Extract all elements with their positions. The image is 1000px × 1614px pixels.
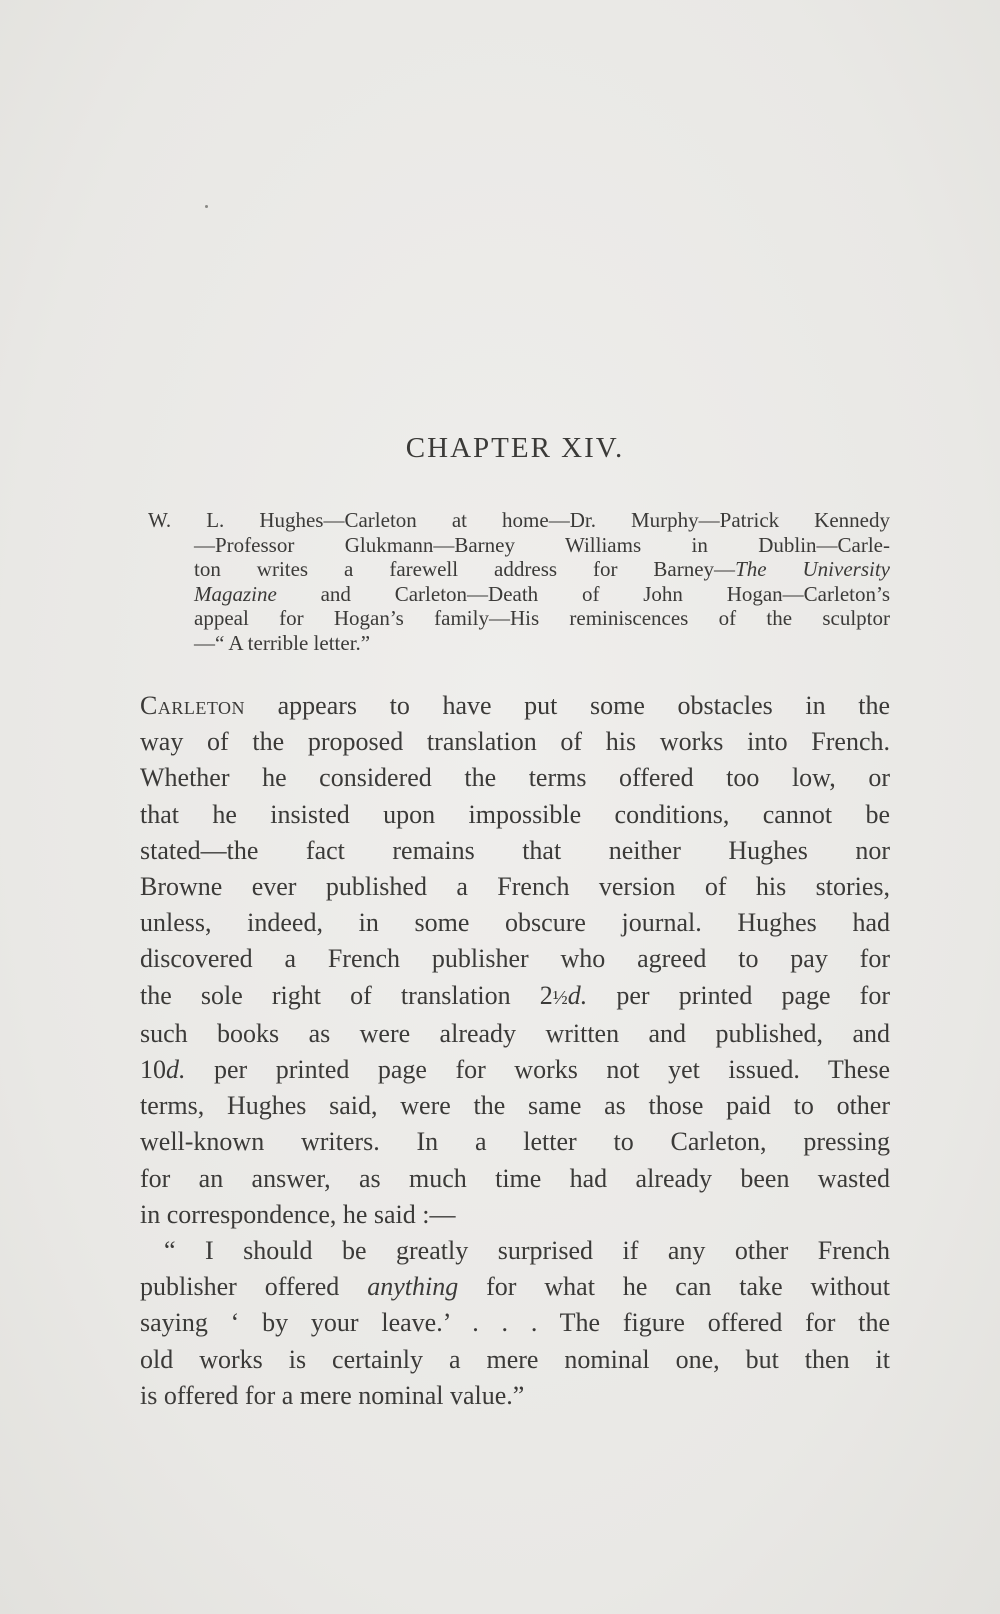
chapter-synopsis [148,508,890,655]
synopsis-line: appeal for Hogan’s family—His reminiscences of the sculptor [194,606,890,630]
synopsis-line: —Professor Glukmann—Barney Williams in Dublin—Carle- [194,532,890,557]
synopsis-line [148,557,890,582]
body-text-run: appears to have put some obstacles in the [245,691,890,720]
quote-line [140,1269,890,1305]
synopsis-line [148,582,890,607]
body-line: terms, Hughes said, were the same as those paid to other [140,1091,890,1121]
body-text [140,688,890,1414]
fraction: ½ [552,986,568,1009]
body-text-run: publisher offered [140,1272,368,1302]
body-text-run: for what he can take without [458,1272,890,1302]
quote-line: “ I should be greatly surprised if any other French [164,1236,890,1266]
quote-line: is offered for a mere nominal value.” [140,1380,525,1410]
quote-line: saying ‘ by your leave.’ . . . The figure offered for the [140,1308,890,1338]
synopsis-line: —“ A terrible letter.” [194,630,371,655]
body-line: that he insisted upon impossible conditions, cannot be [140,799,890,829]
synopsis-line: W. L. Hughes—Carleton at home—Dr. Murphy—Patrick Kennedy [148,508,890,532]
body-line: for an answer, as much time had already been wasted [140,1163,890,1193]
body-line: discovered a French publisher who agreed to pay for [140,944,890,974]
synopsis-italic-title: Magazine [194,581,277,606]
body-line: Browne ever published a French version of his stories, [140,872,890,902]
pence-symbol: d. [166,1055,186,1085]
body-line: way of the proposed translation of his works into French. [140,727,890,757]
paper-speck [205,205,208,208]
body-text-run: per printed page for works not yet issued. These [185,1055,890,1085]
synopsis-text: ton writes a farewell address for Barney— [194,557,736,581]
body-line: Whether he considered the terms offered too low, or [140,763,890,793]
body-line [140,978,890,1016]
body-text-run: the sole right of translation 2 [140,980,553,1010]
synopsis-text: and Carleton—Death of John Hogan—Carleton’s [276,581,890,606]
pence-symbol: d. [567,980,588,1010]
quote-line: old works is certainly a mere nominal one, but then it [140,1344,890,1374]
body-text-run: 10 [140,1055,166,1085]
body-line: unless, indeed, in some obscure journal. Hughes had [140,908,890,938]
chapter-title: CHAPTER XIV. [405,432,625,464]
body-line: such books as were already written and published, and [140,1018,890,1048]
body-line [140,1052,890,1088]
synopsis-italic-title: The University [735,557,890,581]
body-line: in correspondence, he said :— [140,1199,456,1229]
body-text-run: per printed page for [587,980,890,1010]
body-line [140,688,890,724]
emphasis-word: anything [367,1272,459,1302]
body-line: well-known writers. In a letter to Carleton, pressing [140,1127,890,1157]
dropcap-word: Carleton [140,691,246,720]
body-line: stated—the fact remains that neither Hughes nor [140,835,890,865]
